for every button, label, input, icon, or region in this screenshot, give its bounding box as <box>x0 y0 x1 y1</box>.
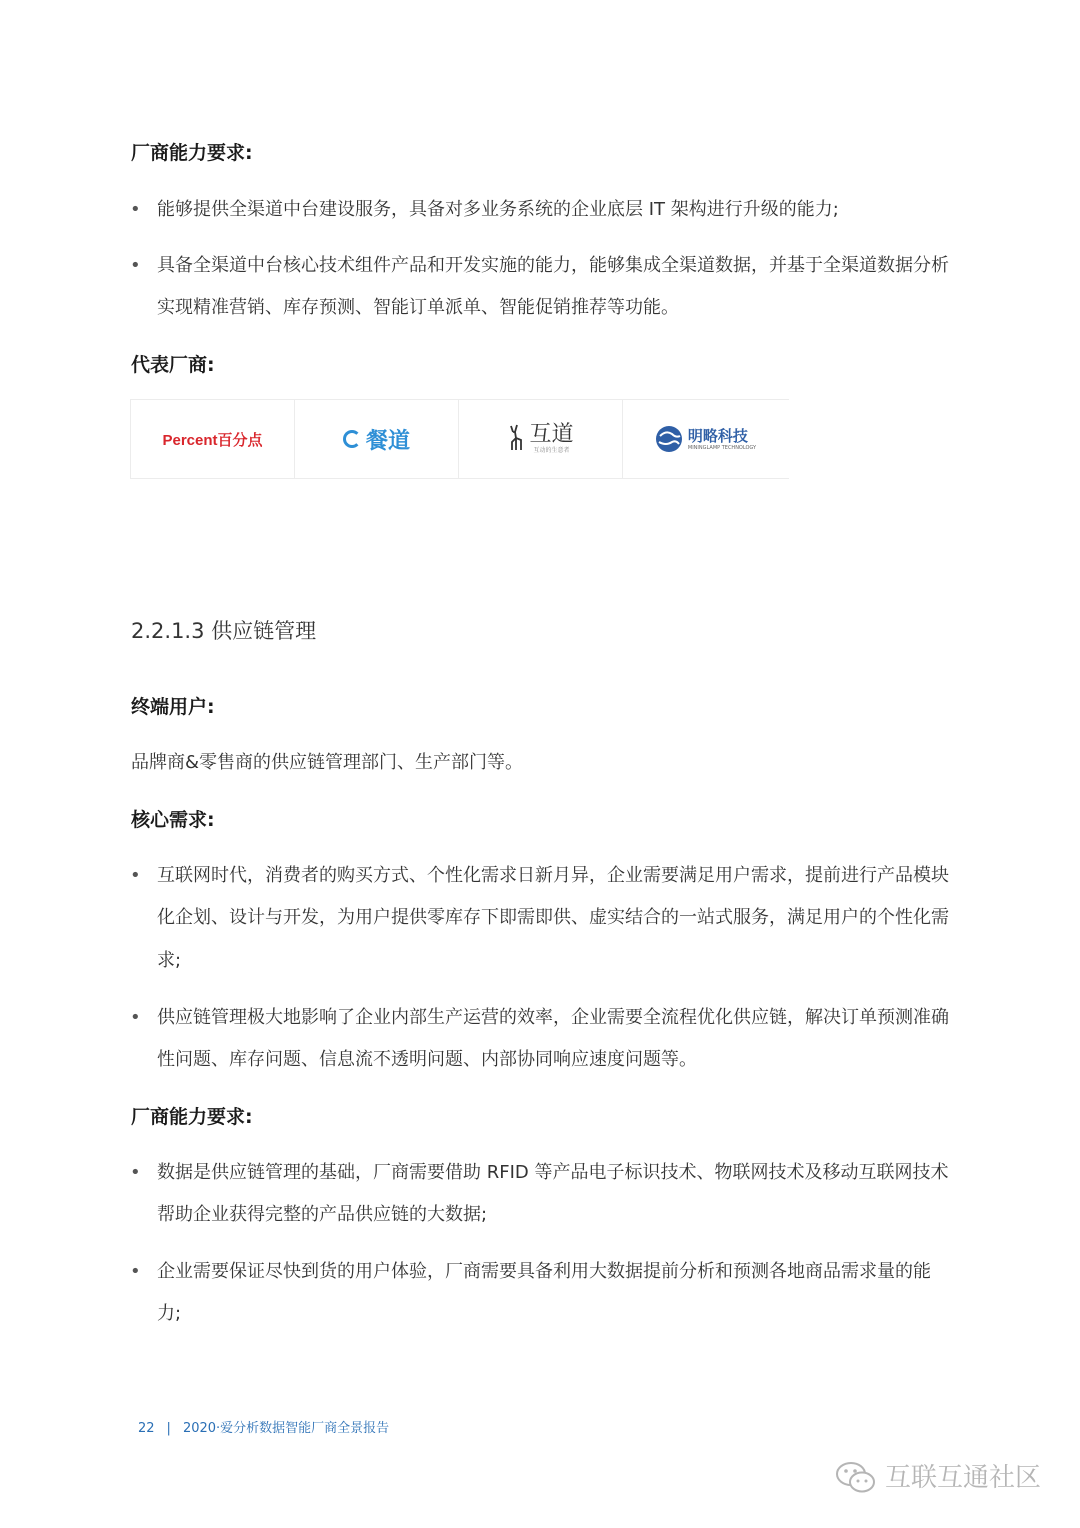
vendor-logo-strip <box>130 399 789 479</box>
watermark <box>835 1460 1041 1496</box>
vendor-capability-heading: 厂商能力要求: <box>131 1106 253 1128</box>
hudao-tagline: 互动的生意者 <box>533 447 570 454</box>
bullet-line: 供应链管理极大地影响了企业内部生产运营的效率，企业需要全流程优化供应链，解决订单预测准确 <box>157 1007 949 1028</box>
page-number: 22 <box>138 1421 155 1436</box>
minglue-globe-icon <box>654 424 684 454</box>
bullet-dot: • <box>130 865 141 886</box>
hudao-logo: 互道 <box>529 422 574 447</box>
vendor-capability-heading: 厂商能力要求: <box>131 142 253 164</box>
bullet-line: 互联网时代，消费者的购买方式、个性化需求日新月异，企业需要满足用户需求，提前进行产品模块 <box>157 865 949 886</box>
bullet-line: 数据是供应链管理的基础，厂商需要借助 RFID 等产品电子标识技术、物联网技术及移动互联网技术 <box>157 1162 949 1183</box>
bullet-line: 能够提供全渠道中台建设服务，具备对多业务系统的企业底层 IT 架构进行升级的能力; <box>157 199 839 220</box>
bullet-line: 实现精准营销、库存预测、智能订单派单、智能促销推荐等功能。 <box>157 297 679 318</box>
wechat-icon <box>835 1461 877 1495</box>
report-title: 2020·爱分析数据智能厂商全景报告 <box>182 1421 390 1436</box>
bullet-dot: • <box>130 1162 141 1183</box>
bullet-dot: • <box>130 1007 141 1028</box>
bullet-dot: • <box>130 255 141 276</box>
bullet-dot: • <box>130 1261 141 1282</box>
representative-vendors-heading: 代表厂商: <box>131 354 215 376</box>
bullet-line: 力; <box>157 1303 182 1324</box>
bullet-line: 性问题、库存问题、信息流不透明问题、内部协同响应速度问题等。 <box>157 1049 697 1070</box>
bullet-line: 企业需要保证尽快到货的用户体验，厂商需要具备利用大数据提前分析和预测各地商品需求量的能 <box>157 1261 931 1282</box>
bullet-line: 求; <box>157 950 182 971</box>
footer-separator: | <box>166 1421 171 1436</box>
end-user-text: 品牌商&零售商的供应链管理部门、生产部门等。 <box>131 752 524 773</box>
logo-cell-minglue <box>623 400 787 478</box>
logo-cell-candao <box>295 400 459 478</box>
watermark-text: 互联互通社区 <box>885 1463 1042 1493</box>
percent-logo: Percent百分点 <box>162 431 263 449</box>
logo-cell-hudao <box>459 400 623 478</box>
page-footer <box>138 1420 389 1438</box>
logo-cell-percent <box>131 400 295 478</box>
bullet-line: 具备全渠道中台核心技术组件产品和开发实施的能力，能够集成全渠道数据，并基于全渠道数据分析 <box>157 255 949 276</box>
bullet-dot: • <box>130 199 141 220</box>
section-title: 2.2.1.3 供应链管理 <box>131 619 317 643</box>
core-needs-heading: 核心需求: <box>131 809 215 831</box>
bullet-line: 化企划、设计与开发，为用户提供零库存下即需即供、虚实结合的一站式服务，满足用户的个性化需 <box>157 907 949 928</box>
candao-logo-icon <box>343 430 361 448</box>
minglue-tagline: MININGLAMP TECHNOLOGY <box>687 444 757 451</box>
minglue-logo: 明略科技 <box>687 426 748 445</box>
candao-logo: 餐道 <box>365 427 410 454</box>
end-user-heading: 终端用户: <box>131 696 215 718</box>
bullet-line: 帮助企业获得完整的产品供应链的大数据; <box>157 1204 488 1225</box>
deer-icon <box>507 424 525 454</box>
